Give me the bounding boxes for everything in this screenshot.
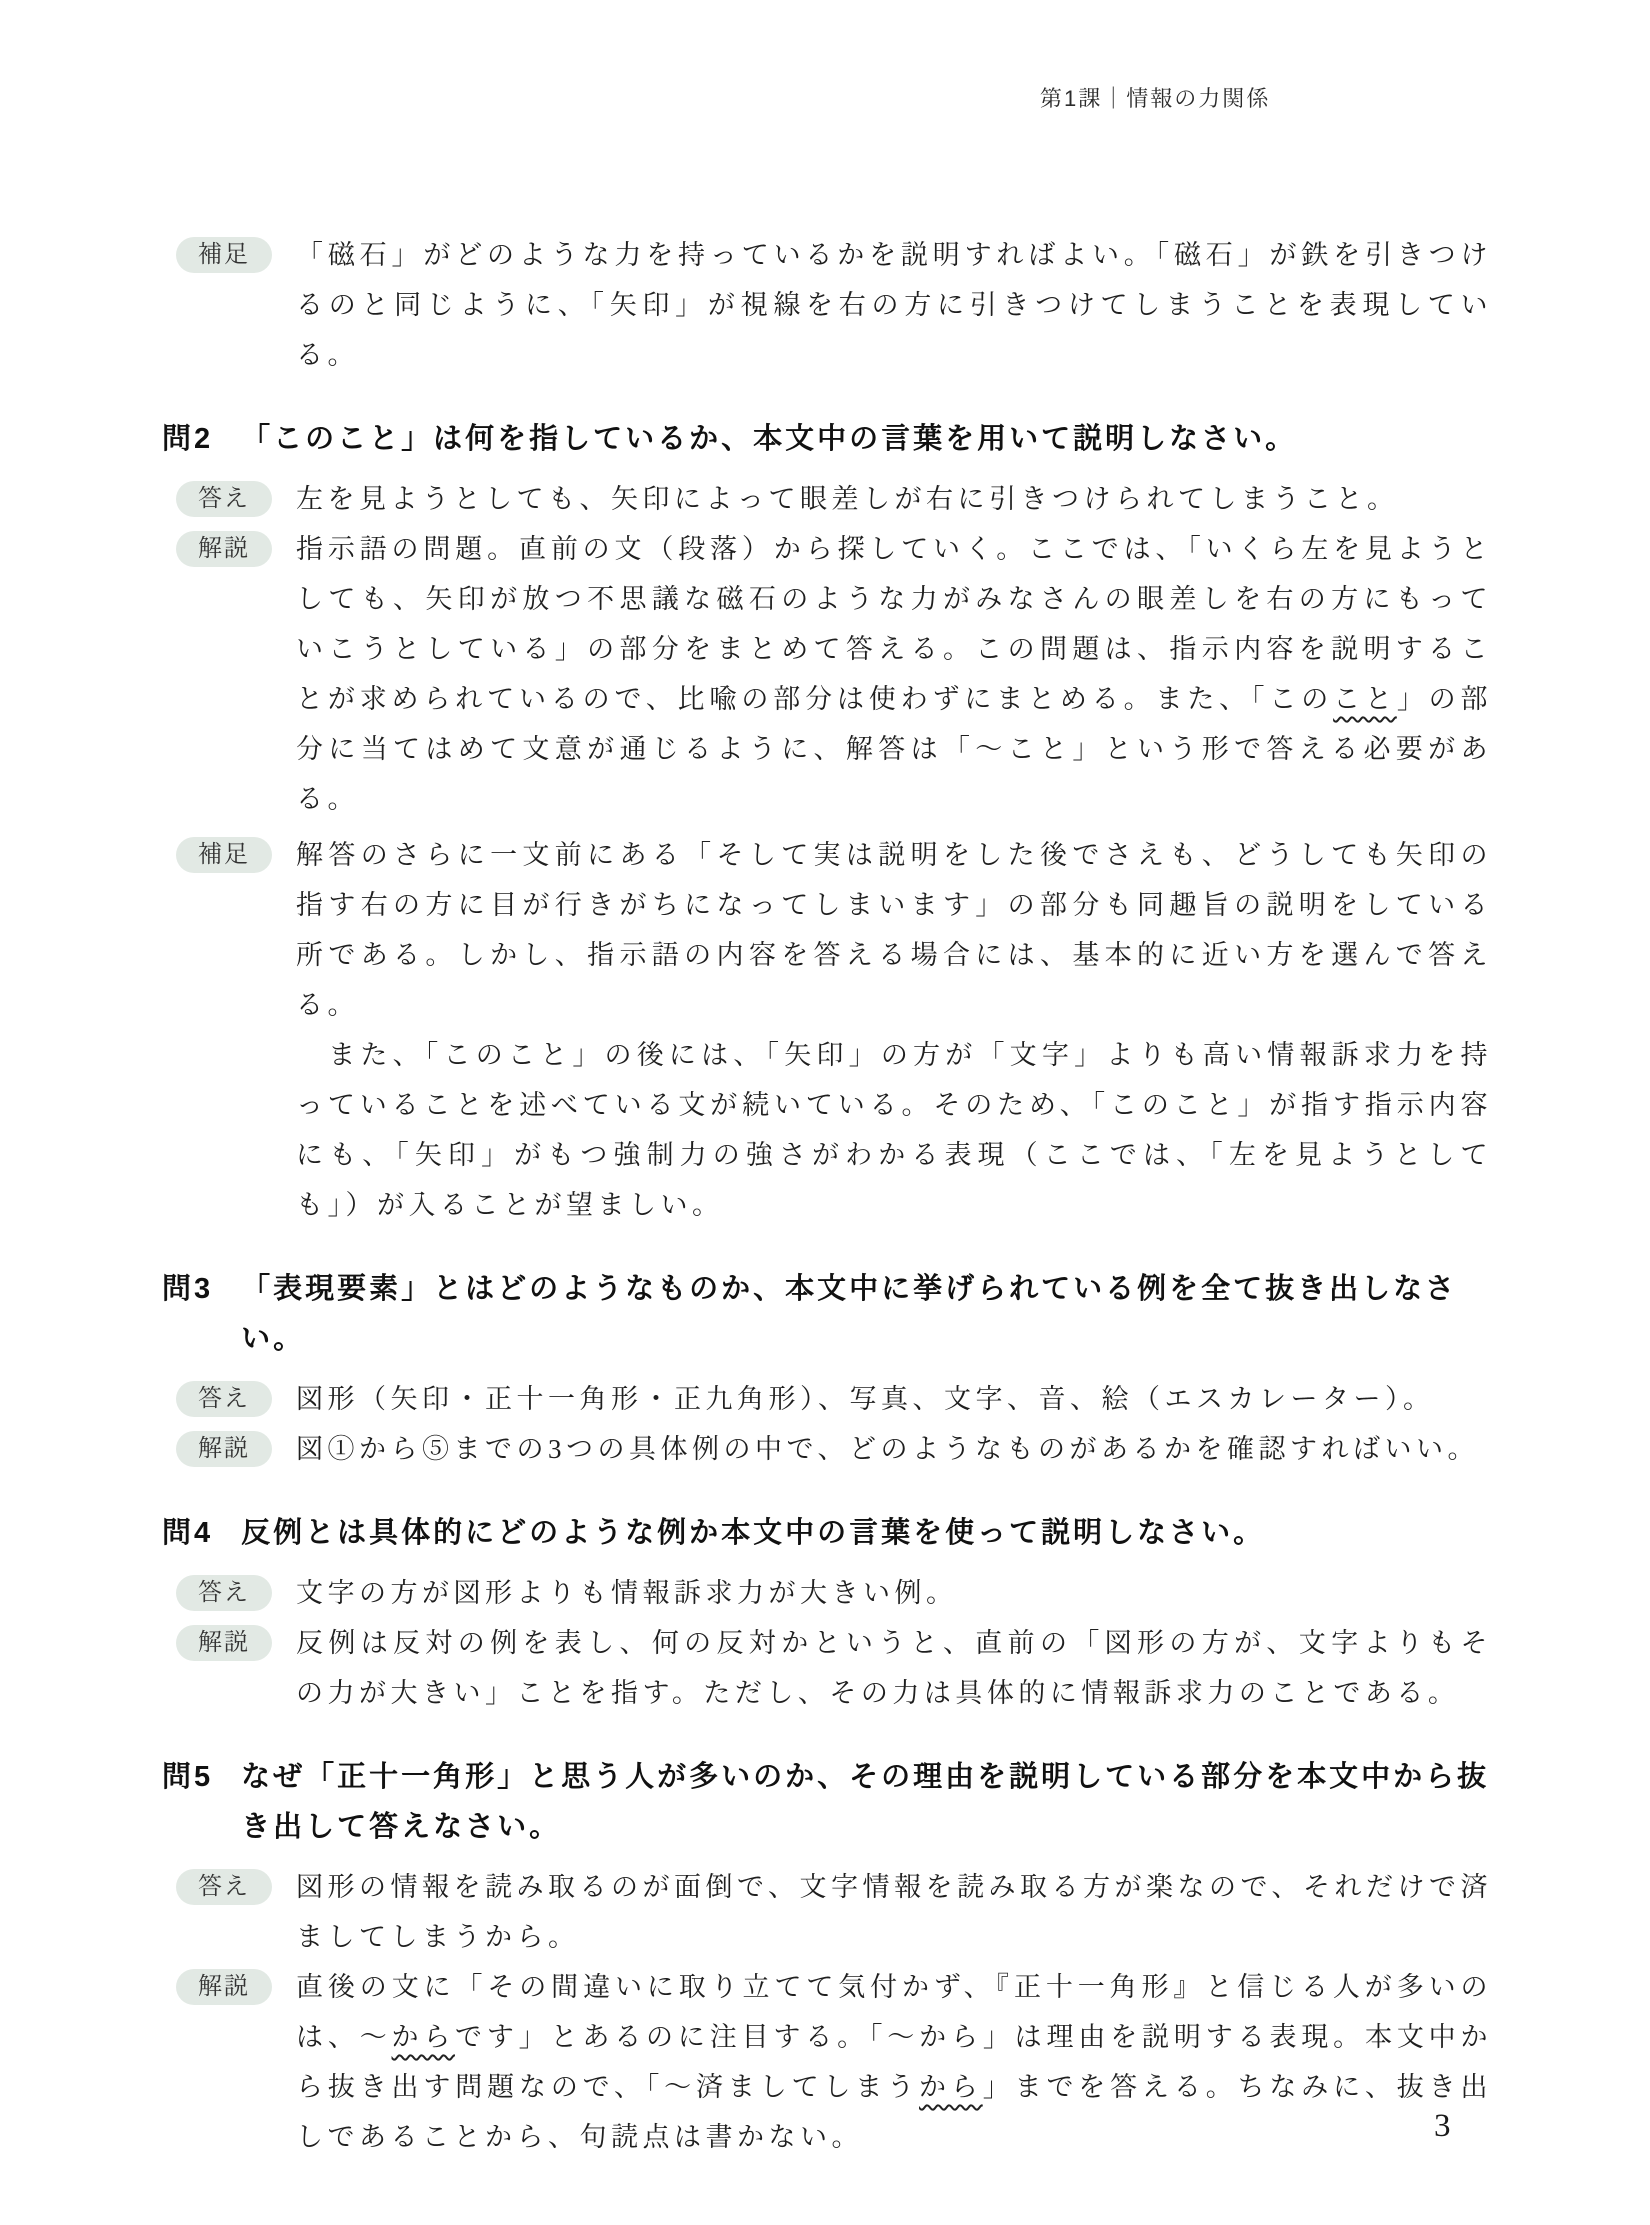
text-segment: 「磁石」がどのような力を持っているかを説明すればよい。「磁石」が鉄を引きつけるのと同じように、「矢印」が視線を右の方に引きつけてしまうことを表現している。 [296, 240, 1492, 370]
paragraph [296, 1618, 1492, 1718]
text-segment: 」までを答える。ちなみに、抜き出しであることから、句読点は書かない。 [296, 2072, 1493, 2152]
label-badge: 解説 [176, 1625, 272, 1661]
text-segment: 反例は反対の例を表し、何の反対かというと、直前の「図形の方が、文字よりもその力が大きい」ことを指す。ただし、その力は具体的に情報訴求力のことである。 [296, 1628, 1492, 1708]
answer-block [162, 1374, 1492, 1424]
paragraph [296, 524, 1492, 824]
qa-text [296, 524, 1492, 824]
paragraph [296, 830, 1492, 1030]
answer-block [162, 474, 1492, 524]
label-badge: 補足 [176, 237, 272, 273]
text-segment: 「このこと」は何を指しているか、本文中の言葉を用いて説明しなさい。 [241, 423, 1298, 455]
question-text [241, 414, 1492, 464]
label-badge: 答え [176, 1575, 272, 1611]
paragraph [296, 1568, 1492, 1618]
paragraph [296, 1374, 1492, 1424]
label-badge: 解説 [176, 1431, 272, 1467]
text-segment: 「表現要素」とはどのようなものか、本文中に挙げられている例を全て抜き出しなさい。 [241, 1273, 1458, 1355]
paragraph [296, 1862, 1492, 1962]
paragraph [296, 1030, 1492, 1230]
text-segment: 反例とは具体的にどのような例か本文中の言葉を使って説明しなさい。 [241, 1517, 1266, 1549]
qa-text [296, 1962, 1492, 2162]
question-text [241, 1752, 1492, 1852]
qa-text [296, 1618, 1492, 1718]
label-badge: 補足 [176, 837, 272, 873]
question-number: 問3 [162, 1273, 214, 1305]
qa-text [296, 1862, 1492, 1962]
answer-block [162, 1862, 1492, 1962]
question-text [241, 1508, 1492, 1558]
qa-text [296, 1374, 1492, 1424]
paragraph [296, 474, 1492, 524]
question-number: 問5 [162, 1761, 214, 1793]
question-number: 問4 [162, 1517, 214, 1549]
page-number: 3 [1434, 2108, 1451, 2144]
supplement-block [162, 830, 1492, 1230]
paragraph [296, 1424, 1492, 1474]
question-heading [162, 1508, 1492, 1558]
wavy-underline-text: から [391, 2022, 455, 2052]
paragraph [296, 1962, 1492, 2162]
question-number: 問2 [162, 423, 214, 455]
text-segment: 図①から⑤までの3つの具体例の中で、どのようなものがあるかを確認すればいい。 [296, 1434, 1479, 1464]
text-segment: なぜ「正十一角形」と思う人が多いのか、その理由を説明している部分を本文中から抜き出して答えなさい。 [241, 1761, 1490, 1843]
explanation-block [162, 1424, 1492, 1474]
qa-text [296, 830, 1492, 1230]
qa-text [296, 474, 1492, 524]
question-text [241, 1264, 1492, 1364]
text-segment: 左を見ようとしても、矢印によって眼差しが右に引きつけられてしまうこと。 [296, 484, 1399, 514]
qa-text [296, 1568, 1492, 1618]
label-badge: 答え [176, 1381, 272, 1417]
text-segment: 直後の文に「その間違いに取り立てて気付かず、『正十一角形』と信じる人が多いのは、〜 [296, 1972, 1492, 2052]
text-segment: また、「このこと」の後には、「矢印」の方が「文字」よりも高い情報訴求力を持っていることを述べている文が続いている。そのため、「このこと」が指す指示内容にも、「矢印」がもつ強制力の強さがわかる表現（ここでは、「左を見ようとしても」）が入ることが望ましい。 [296, 1040, 1492, 1220]
answer-block [162, 1568, 1492, 1618]
text-segment: 」の部分に当てはめて文意が通じるように、解答は「〜こと」という形で答える必要がある。 [296, 684, 1493, 814]
question-heading [162, 1752, 1492, 1852]
page-header-title: 第1課｜情報の力関係 [1040, 86, 1271, 111]
content [162, 224, 1492, 2162]
explanation-block [162, 1618, 1492, 1718]
text-segment: です」とあるのに注目する。「〜から」は理由を説明する表現。本文中から抜き出す問題なので、「〜済ましてしまう [296, 2022, 1493, 2102]
text-segment: 図形（矢印・正十一角形・正九角形）、写真、文字、音、絵（エスカレーター）。 [296, 1384, 1435, 1414]
explanation-block [162, 524, 1492, 824]
question-heading [162, 1264, 1492, 1364]
text-segment: 図形の情報を読み取るのが面倒で、文字情報を読み取る方が楽なので、それだけで済ましてしまうから。 [296, 1872, 1492, 1952]
label-badge: 答え [176, 481, 272, 517]
wavy-underline-text: こと [1333, 684, 1397, 714]
text-segment: 解答のさらに一文前にある「そして実は説明をした後でさえも、どうしても矢印の指す右の方に目が行きがちになってしまいます」の部分も同趣旨の説明をしている所である。しかし、指示語の内容を答える場合には、基本的に近い方を選んで答える。 [296, 840, 1492, 1020]
paragraph [296, 230, 1492, 380]
label-badge: 答え [176, 1869, 272, 1905]
label-badge: 解説 [176, 1969, 272, 2005]
qa-text [296, 230, 1492, 380]
wavy-underline-text: から [919, 2072, 983, 2102]
text-segment: 文字の方が図形よりも情報訴求力が大きい例。 [296, 1578, 958, 1608]
supplement-block [162, 230, 1492, 380]
label-badge: 解説 [176, 531, 272, 567]
explanation-block [162, 1962, 1492, 2162]
text-segment: 指示語の問題。直前の文（段落）から探していく。ここでは、「いくら左を見ようとしても、矢印が放つ不思議な磁石のような力がみなさんの眼差しを右の方にもっていこうとしている」の部分をまとめて答える。この問題は、指示内容を説明することが求められているので、比喩の部分は使わずにまとめる。また、「この [296, 534, 1492, 714]
question-heading [162, 414, 1492, 464]
qa-text [296, 1424, 1492, 1474]
